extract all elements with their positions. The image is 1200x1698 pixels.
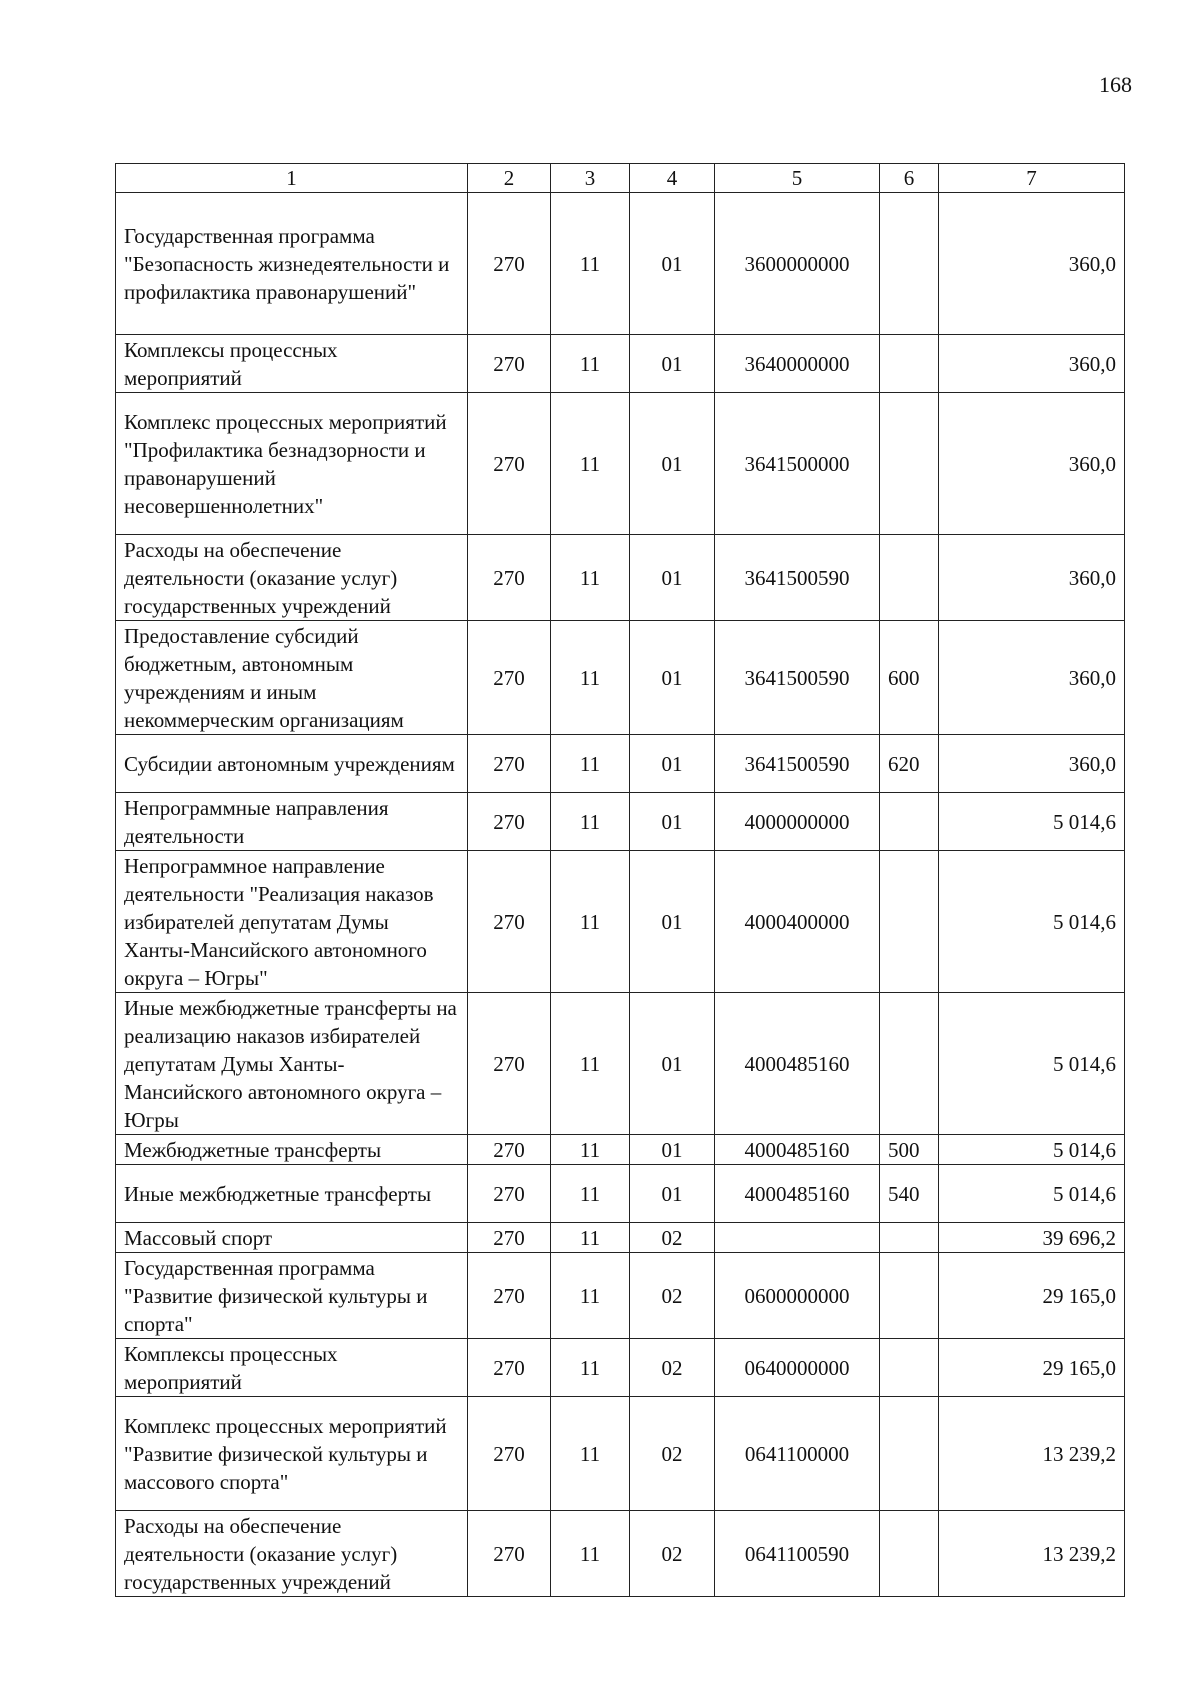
admin-code-cell: 270	[468, 793, 551, 851]
target-article-cell: 4000485160	[715, 993, 880, 1135]
section-cell: 11	[551, 735, 630, 793]
amount-cell: 5 014,6	[939, 793, 1125, 851]
amount-cell: 360,0	[939, 535, 1125, 621]
row-name-cell: Субсидии автономным учреждениям	[116, 735, 468, 793]
amount-cell: 13 239,2	[939, 1397, 1125, 1511]
section-cell: 11	[551, 393, 630, 535]
row-name-cell: Межбюджетные трансферты	[116, 1135, 468, 1165]
expense-type-cell	[880, 793, 939, 851]
admin-code-cell: 270	[468, 621, 551, 735]
subsection-cell: 02	[630, 1511, 715, 1597]
section-cell: 11	[551, 193, 630, 335]
expense-type-cell: 620	[880, 735, 939, 793]
amount-cell: 5 014,6	[939, 851, 1125, 993]
header-cell: 3	[551, 164, 630, 193]
amount-cell: 29 165,0	[939, 1339, 1125, 1397]
row-name-cell: Иные межбюджетные трансферты	[116, 1165, 468, 1223]
row-name-cell: Государственная программа "Безопасность жизнедеятельности и профилактика правонарушений"	[116, 193, 468, 335]
expense-type-cell	[880, 1339, 939, 1397]
section-cell: 11	[551, 1511, 630, 1597]
admin-code-cell: 270	[468, 1135, 551, 1165]
expense-type-cell: 540	[880, 1165, 939, 1223]
table-row	[116, 851, 1125, 993]
subsection-cell: 01	[630, 993, 715, 1135]
section-cell: 11	[551, 1339, 630, 1397]
expense-type-cell: 500	[880, 1135, 939, 1165]
table-row	[116, 393, 1125, 535]
admin-code-cell: 270	[468, 851, 551, 993]
table-row	[116, 1223, 1125, 1253]
table-row	[116, 1339, 1125, 1397]
expense-type-cell	[880, 1397, 939, 1511]
subsection-cell: 01	[630, 1135, 715, 1165]
expense-type-cell	[880, 335, 939, 393]
expense-type-cell	[880, 1223, 939, 1253]
admin-code-cell: 270	[468, 1339, 551, 1397]
subsection-cell: 01	[630, 735, 715, 793]
table-body	[116, 164, 1125, 1597]
admin-code-cell: 270	[468, 1165, 551, 1223]
target-article-cell: 4000485160	[715, 1165, 880, 1223]
target-article-cell: 3640000000	[715, 335, 880, 393]
subsection-cell: 01	[630, 193, 715, 335]
table-row	[116, 535, 1125, 621]
table-row	[116, 621, 1125, 735]
admin-code-cell: 270	[468, 1397, 551, 1511]
row-name-cell: Комплекс процессных мероприятий "Профилактика безнадзорности и правонарушений несовершеннолетних"	[116, 393, 468, 535]
amount-cell: 360,0	[939, 735, 1125, 793]
subsection-cell: 02	[630, 1223, 715, 1253]
section-cell: 11	[551, 335, 630, 393]
expense-type-cell	[880, 193, 939, 335]
table-row	[116, 1397, 1125, 1511]
target-article-cell: 0641100000	[715, 1397, 880, 1511]
expense-type-cell	[880, 535, 939, 621]
row-name-cell: Иные межбюджетные трансферты на реализацию наказов избирателей депутатам Думы Ханты-Мансийского автономного округа – Югры	[116, 993, 468, 1135]
expense-type-cell	[880, 1511, 939, 1597]
section-cell: 11	[551, 793, 630, 851]
subsection-cell: 02	[630, 1397, 715, 1511]
row-name-cell: Государственная программа "Развитие физической культуры и спорта"	[116, 1253, 468, 1339]
header-cell: 5	[715, 164, 880, 193]
amount-cell: 5 014,6	[939, 1135, 1125, 1165]
amount-cell: 13 239,2	[939, 1511, 1125, 1597]
target-article-cell: 3641500590	[715, 621, 880, 735]
admin-code-cell: 270	[468, 1253, 551, 1339]
section-cell: 11	[551, 1135, 630, 1165]
admin-code-cell: 270	[468, 335, 551, 393]
table-row	[116, 993, 1125, 1135]
amount-cell: 39 696,2	[939, 1223, 1125, 1253]
expense-type-cell	[880, 993, 939, 1135]
page-number: 168	[1099, 72, 1132, 97]
table-row	[116, 193, 1125, 335]
target-article-cell: 3641500000	[715, 393, 880, 535]
target-article-cell: 4000400000	[715, 851, 880, 993]
row-name-cell: Комплексы процессных мероприятий	[116, 335, 468, 393]
table-row	[116, 1511, 1125, 1597]
subsection-cell: 01	[630, 393, 715, 535]
expense-type-cell	[880, 393, 939, 535]
expense-type-cell	[880, 851, 939, 993]
section-cell: 11	[551, 621, 630, 735]
subsection-cell: 01	[630, 851, 715, 993]
subsection-cell: 02	[630, 1253, 715, 1339]
subsection-cell: 01	[630, 335, 715, 393]
header-row	[116, 164, 1125, 193]
header-cell: 7	[939, 164, 1125, 193]
admin-code-cell: 270	[468, 1223, 551, 1253]
section-cell: 11	[551, 1253, 630, 1339]
target-article-cell: 0640000000	[715, 1339, 880, 1397]
row-name-cell: Предоставление субсидий бюджетным, автономным учреждениям и иным некоммерческим организациям	[116, 621, 468, 735]
budget-table	[115, 163, 1125, 1597]
row-name-cell: Комплекс процессных мероприятий "Развитие физической культуры и массового спорта"	[116, 1397, 468, 1511]
section-cell: 11	[551, 1223, 630, 1253]
expense-type-cell	[880, 1253, 939, 1339]
admin-code-cell: 270	[468, 393, 551, 535]
table-row	[116, 335, 1125, 393]
target-article-cell: 0600000000	[715, 1253, 880, 1339]
section-cell: 11	[551, 851, 630, 993]
subsection-cell: 01	[630, 1165, 715, 1223]
row-name-cell: Непрограммное направление деятельности "Реализация наказов избирателей депутатам Думы Ханты-Мансийского автономного округа – Югры"	[116, 851, 468, 993]
admin-code-cell: 270	[468, 735, 551, 793]
subsection-cell: 01	[630, 793, 715, 851]
target-article-cell	[715, 1223, 880, 1253]
table-row	[116, 1135, 1125, 1165]
expense-type-cell: 600	[880, 621, 939, 735]
admin-code-cell: 270	[468, 193, 551, 335]
row-name-cell: Расходы на обеспечение деятельности (оказание услуг) государственных учреждений	[116, 1511, 468, 1597]
amount-cell: 360,0	[939, 393, 1125, 535]
subsection-cell: 01	[630, 621, 715, 735]
target-article-cell: 3600000000	[715, 193, 880, 335]
header-cell: 4	[630, 164, 715, 193]
amount-cell: 360,0	[939, 335, 1125, 393]
target-article-cell: 3641500590	[715, 535, 880, 621]
subsection-cell: 01	[630, 535, 715, 621]
section-cell: 11	[551, 1165, 630, 1223]
target-article-cell: 4000000000	[715, 793, 880, 851]
amount-cell: 360,0	[939, 193, 1125, 335]
row-name-cell: Массовый спорт	[116, 1223, 468, 1253]
row-name-cell: Расходы на обеспечение деятельности (оказание услуг) государственных учреждений	[116, 535, 468, 621]
table-row	[116, 735, 1125, 793]
table-row	[116, 793, 1125, 851]
header-cell: 2	[468, 164, 551, 193]
amount-cell: 360,0	[939, 621, 1125, 735]
header-cell: 6	[880, 164, 939, 193]
section-cell: 11	[551, 535, 630, 621]
amount-cell: 5 014,6	[939, 1165, 1125, 1223]
admin-code-cell: 270	[468, 1511, 551, 1597]
target-article-cell: 0641100590	[715, 1511, 880, 1597]
header-cell: 1	[116, 164, 468, 193]
admin-code-cell: 270	[468, 535, 551, 621]
row-name-cell: Комплексы процессных мероприятий	[116, 1339, 468, 1397]
subsection-cell: 02	[630, 1339, 715, 1397]
admin-code-cell: 270	[468, 993, 551, 1135]
table-row	[116, 1253, 1125, 1339]
row-name-cell: Непрограммные направления деятельности	[116, 793, 468, 851]
table-row	[116, 1165, 1125, 1223]
amount-cell: 5 014,6	[939, 993, 1125, 1135]
amount-cell: 29 165,0	[939, 1253, 1125, 1339]
section-cell: 11	[551, 1397, 630, 1511]
section-cell: 11	[551, 993, 630, 1135]
target-article-cell: 4000485160	[715, 1135, 880, 1165]
target-article-cell: 3641500590	[715, 735, 880, 793]
